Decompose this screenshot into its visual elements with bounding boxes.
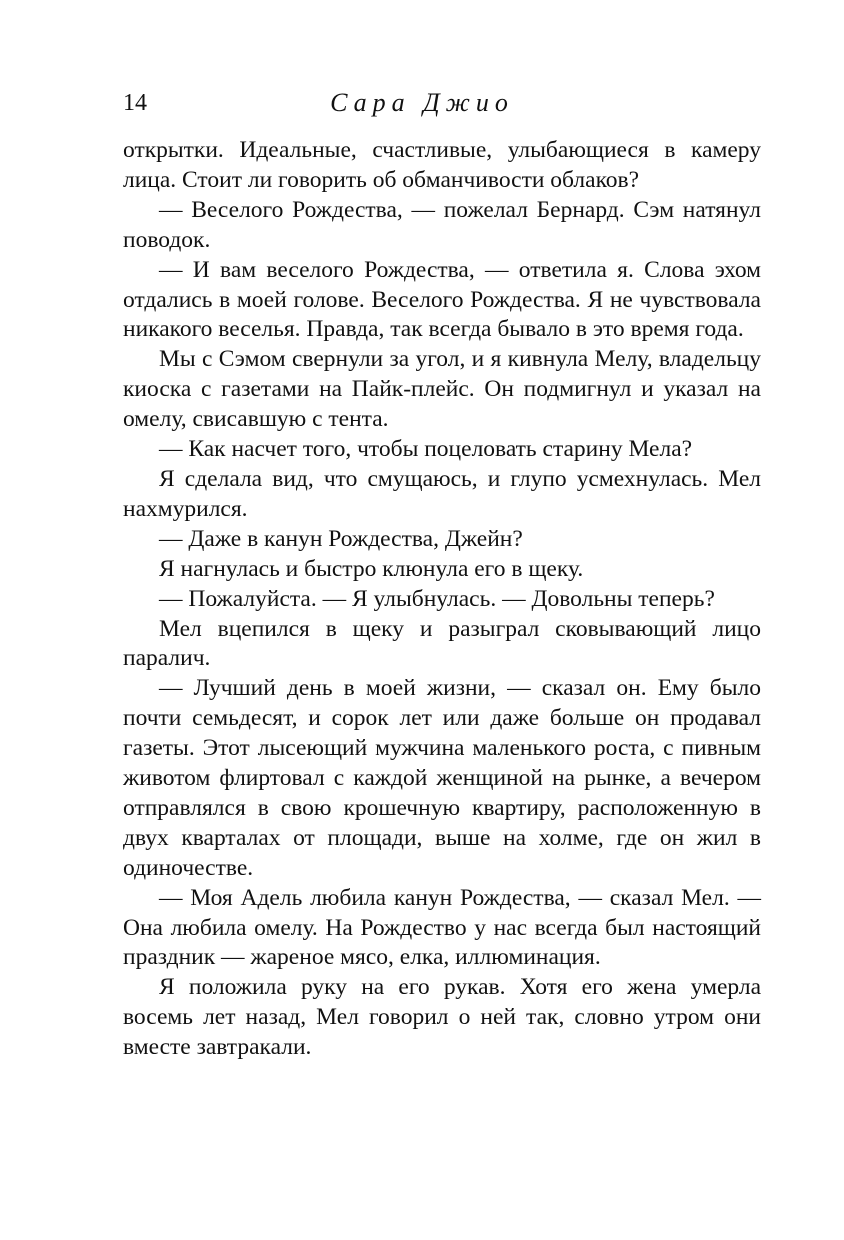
paragraph: — Моя Адель любила канун Рождества, — сказал Мел. — Она любила омелу. На Рождество у нас всегда был настоящий праздник — жареное мясо, елка, иллюминация.: [123, 884, 761, 971]
running-head-author: Сара Джио: [330, 88, 514, 117]
paragraph: — И вам веселого Рождества, — ответила я. Слова эхом отдались в моей голове. Веселого Рождества. Я не чувствовала никакого веселья. Правда, так всегда бывало в это время года.: [123, 256, 761, 343]
paragraph: — Лучший день в моей жизни, — сказал он. Ему было почти семьдесят, и сорок лет или даже больше он продавал газеты. Этот лысеющий мужчина маленького роста, с пивным животом флиртовал с каждой женщиной на рынке, а вечером отправлялся в свою крошечную квартиру, расположенную в двух кварталах от площади, выше на холме, где он жил в одиночестве.: [123, 675, 761, 881]
paragraph: — Как насчет того, чтобы поцеловать старину Мела?: [159, 436, 693, 463]
body-text: [123, 136, 761, 1063]
paragraph: Я нагнулась и быстро клюнула его в щеку.: [159, 555, 584, 582]
paragraph: открытки. Идеальные, счастливые, улыбающиеся в камеру лица. Стоит ли говорить об обманчивости облаков?: [123, 137, 761, 193]
paragraph: Я положила руку на его рукав. Хотя его жена умерла восемь лет назад, Мел говорил о ней так, словно утром они вместе завтракали.: [123, 974, 761, 1061]
paragraph: Мел вцепился в щеку и разыграл сковывающий лицо паралич.: [123, 615, 761, 672]
paragraph: — Веселого Рождества, — пожелал Бернард. Сэм натянул поводок.: [123, 196, 761, 253]
paragraph: — Даже в канун Рождества, Джейн?: [159, 525, 523, 552]
paragraph: — Пожалуйста. — Я улыбнулась. — Довольны теперь?: [159, 585, 715, 612]
page-number: 14: [123, 90, 147, 116]
paragraph: Я сделала вид, что смущаюсь, и глупо усмехнулась. Мел нахмурился.: [123, 465, 761, 522]
paragraph: Мы с Сэмом свернули за угол, и я кивнула Мелу, владельцу киоска с газетами на Пайк-плейс. Он подмигнул и указал на омелу, свисавшую с тента.: [123, 346, 761, 433]
